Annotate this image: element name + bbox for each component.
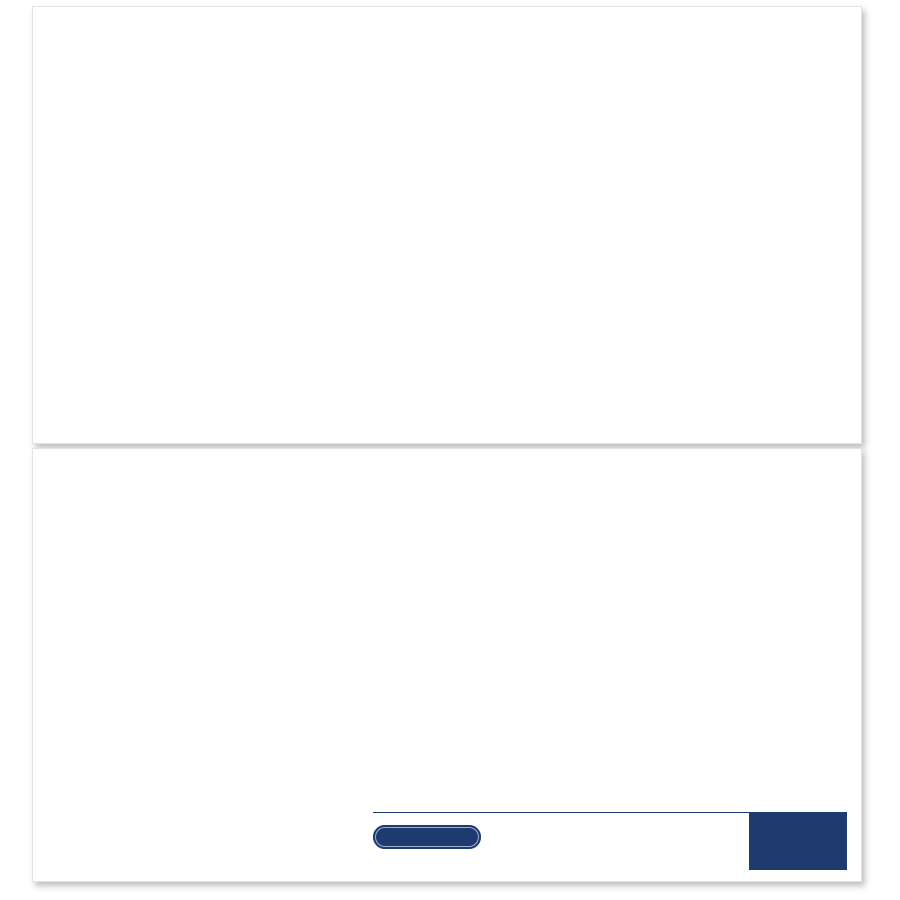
year-week-box: [749, 812, 847, 870]
bottom-page: [32, 448, 862, 882]
kerugma-logo: [373, 825, 481, 849]
top-page: [32, 6, 862, 444]
